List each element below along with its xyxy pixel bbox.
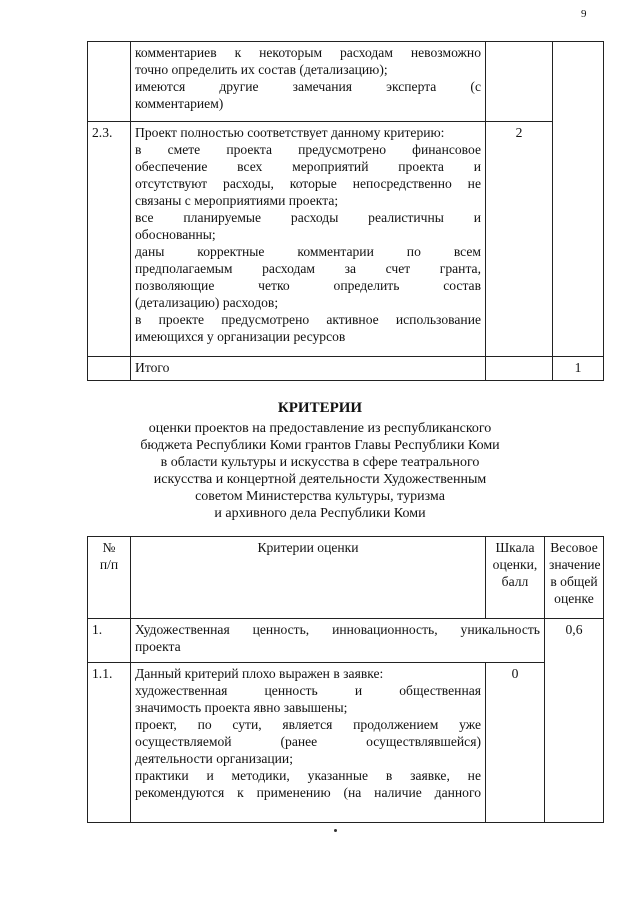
total-label: Итого [131, 357, 486, 381]
criteria-table-continued [87, 41, 604, 381]
table-row [88, 663, 604, 823]
page-number: 9 [581, 8, 587, 20]
header-line: Весовое [550, 540, 598, 555]
header-line: в общей [550, 574, 598, 589]
subtitle-line: оценки проектов на предоставление из республиканского [148, 421, 492, 436]
header-criteria: Критерии оценки [131, 537, 486, 619]
text-line: предполагаемым расходам за счет гранта, [135, 261, 481, 276]
criteria-title: КРИТЕРИИ [277, 400, 363, 416]
text-line: даны корректные комментарии по всем [135, 244, 481, 259]
row-score: 2 [486, 122, 553, 357]
table-row [88, 619, 604, 663]
text-line: имеются другие замечания эксперта (с [135, 79, 481, 94]
row-text [131, 619, 545, 663]
text-line: комментариев к некоторым расходам невозможно [135, 45, 481, 60]
header-line: значение [549, 557, 601, 572]
total-row [88, 357, 604, 381]
text-line: Данный критерий плохо выражен в заявке: [135, 666, 384, 681]
text-line: значимость проекта явно завышены; [135, 700, 348, 715]
row-text [131, 42, 486, 122]
subtitle-line: в области культуры и искусства в сфере театрального [160, 455, 480, 470]
header-number [88, 537, 131, 619]
header-scale [486, 537, 545, 619]
row-number: 2.3. [88, 122, 131, 357]
text-line: Проект полностью соответствует данному критерию: [135, 125, 445, 140]
subtitle-line: советом Министерства культуры, туризма [195, 489, 445, 504]
table-row [88, 42, 604, 122]
text-line: Художественная ценность, инновационность, уникальность [135, 622, 540, 637]
subtitle-line: искусства и концертной деятельности Художественным [153, 472, 487, 487]
header-weight [545, 537, 604, 619]
text-line: позволяющие четко определить состав [135, 278, 481, 293]
header-line: оценки, [492, 557, 538, 572]
header-line: п/п [99, 557, 119, 572]
row-number: 1.1. [88, 663, 131, 823]
text-line: все планируемые расходы реалистичны и [135, 210, 481, 225]
scan-dot [334, 829, 337, 832]
text-line: в проекте предусмотрено активное использование [135, 312, 481, 327]
row-text [131, 663, 486, 823]
text-line: проекта [135, 639, 181, 654]
criteria-evaluation-table [87, 536, 604, 823]
text-line: отсутствуют расходы, которые непосредственно не [135, 176, 481, 191]
row-text [131, 122, 486, 357]
text-line: деятельности организации; [135, 751, 293, 766]
criteria-subtitle [120, 420, 520, 522]
text-line: точно определить их состав (детализацию); [135, 62, 388, 77]
text-line: проект, по сути, является продолжением уже [135, 717, 481, 732]
header-line: № [102, 540, 116, 555]
header-line: Шкала [495, 540, 535, 555]
header-line: оценке [554, 591, 594, 606]
text-line: осуществляемой (ранее осуществлявшейся) [135, 734, 481, 749]
subtitle-line: и архивного дела Республики Коми [214, 506, 426, 521]
text-line: обеспечение всех мероприятий проекта и [135, 159, 481, 174]
text-line: обоснованны; [135, 227, 216, 242]
text-line: художественная ценность и общественная [135, 683, 481, 698]
table-row [88, 122, 604, 357]
row-weight: 0,6 [545, 619, 604, 823]
total-weight: 1 [553, 357, 604, 381]
text-line: имеющихся у организации ресурсов [135, 329, 346, 344]
text-line: рекомендуются к применению (на наличие данного [135, 785, 481, 800]
subtitle-line: бюджета Республики Коми грантов Главы Республики Коми [140, 438, 500, 453]
text-line: комментарием) [135, 96, 224, 111]
header-line: балл [501, 574, 529, 589]
text-line: в смете проекта предусмотрено финансовое [135, 142, 481, 157]
row-score: 0 [486, 663, 545, 823]
text-line: практики и методики, указанные в заявке, не [135, 768, 481, 783]
text-line: связаны с мероприятиями проекта; [135, 193, 339, 208]
text-line: (детализацию) расходов; [135, 295, 279, 310]
row-number: 1. [88, 619, 131, 663]
table-header-row [88, 537, 604, 619]
